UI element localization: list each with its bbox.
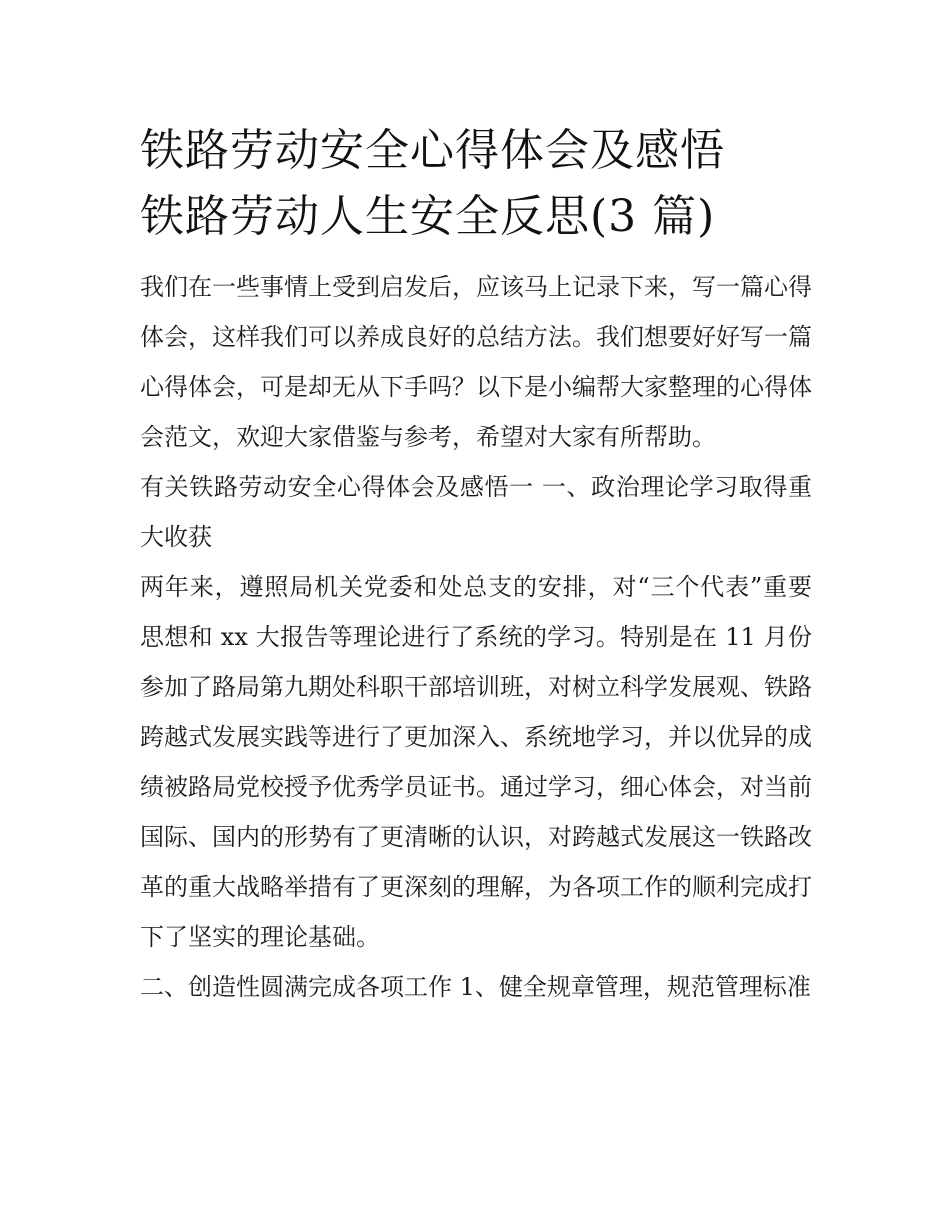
section-two-paragraph: 二、创造性圆满完成各项工作 1、健全规章管理，规范管理标准 — [140, 973, 811, 1001]
intro-paragraph: 我们在一些事情上受到启发后，应该马上记录下来，写一篇心得体会，这样我们可以养成良好的总结方法。我们想要好好写一篇心得体会，可是却无从下手吗？以下是小编帮大家整理的心得体会范文，欢迎大家借鉴与参考，希望对大家有所帮助。 — [140, 273, 812, 451]
document-page — [140, 118, 812, 1012]
body-paragraph: 两年来，遵照局机关党委和处总支的安排，对“三个代表”重要思想和 xx 大报告等理论进行了系统的学习。特别是在 11 月份参加了路局第九期处科职干部培训班，对树立科学发展观、铁路跨越式发展实践等进行了更加深入、系统地学习，并以优异的成绩被路局党校授予优秀学员证书。通过学习，细心体会，对当前国际、国内的形势有了更清晰的认识，对跨越式发展这一铁路改革的重大战略举措有了更深刻的理解，为各项工作的顺利完成打下了坚实的理论基础。 — [140, 573, 812, 951]
section-heading-paragraph: 有关铁路劳动安全心得体会及感悟一 一、政治理论学习取得重大收获 — [140, 473, 812, 551]
document-title — [140, 118, 812, 250]
title-line-2: 铁路劳动人生安全反思(3 篇) — [140, 191, 716, 242]
title-line-1: 铁路劳动安全心得体会及感悟 — [140, 125, 725, 176]
